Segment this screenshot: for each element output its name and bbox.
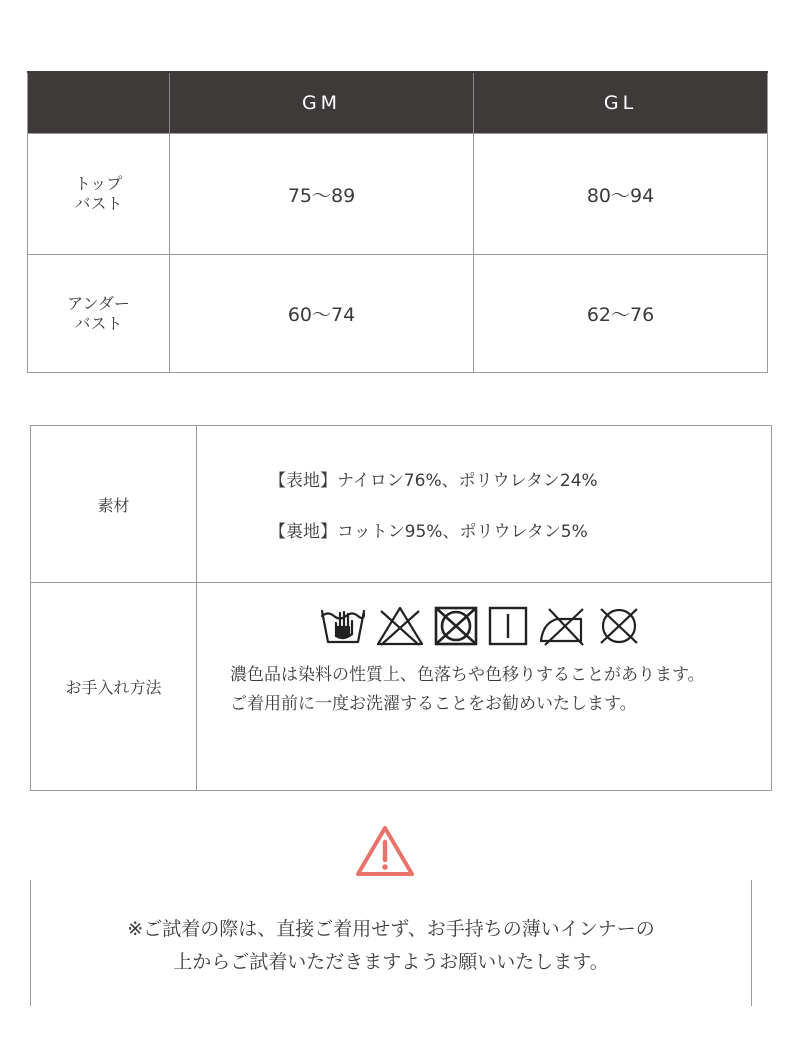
caution-text	[31, 913, 751, 979]
caution-line: 上からご試着いただきますようお願いいたします。	[173, 951, 609, 973]
line-dry-icon	[487, 605, 529, 647]
warning-icon	[354, 824, 416, 878]
row-label-line: バスト	[74, 313, 123, 333]
material-outer: 【表地】ナイロン76%、ポリウレタン24%	[269, 471, 598, 491]
material-content	[197, 426, 772, 583]
under-bust-gl: 62〜76	[474, 255, 768, 373]
hand-wash-icon	[319, 605, 367, 647]
material-care-table	[30, 425, 772, 791]
care-note	[230, 661, 770, 719]
size-header-gm: GM	[170, 72, 474, 134]
care-icons	[192, 605, 770, 647]
size-row-top-bust	[28, 134, 768, 255]
under-bust-gm: 60〜74	[170, 255, 474, 373]
care-content	[197, 583, 772, 791]
no-bleach-icon	[375, 605, 425, 647]
row-label-under-bust	[28, 255, 170, 373]
row-label-line: アンダー	[67, 293, 130, 313]
top-bust-gm: 75〜89	[170, 134, 474, 255]
size-header-row	[28, 72, 768, 134]
row-label-line: バスト	[74, 194, 123, 213]
top-bust-gl: 80〜94	[474, 134, 768, 255]
no-iron-icon	[537, 605, 587, 647]
size-header-gl: GL	[474, 72, 768, 134]
material-label: 素材	[31, 426, 197, 583]
care-note-line: ご着用前に一度お洗濯することをお勧めいたします。	[230, 694, 637, 714]
care-note-line: 濃色品は染料の性質上、色落ちや色移りすることがあります。	[230, 665, 705, 685]
size-row-under-bust	[28, 255, 768, 373]
size-header-blank	[28, 72, 170, 134]
care-label: お手入れ方法	[31, 583, 197, 791]
material-row	[31, 426, 772, 583]
row-label-top-bust	[28, 134, 170, 255]
row-label-line: トップ	[74, 174, 123, 193]
no-tumble-dry-icon	[433, 605, 479, 647]
care-row	[31, 583, 772, 791]
caution-box	[30, 880, 752, 1006]
caution-line: ※ご試着の際は、直接ご着用せず、お手持ちの薄いインナーの	[127, 918, 655, 940]
material-lining: 【裏地】コットン95%、ポリウレタン5%	[269, 522, 588, 542]
no-dry-clean-icon	[595, 605, 643, 647]
size-table	[27, 71, 768, 373]
